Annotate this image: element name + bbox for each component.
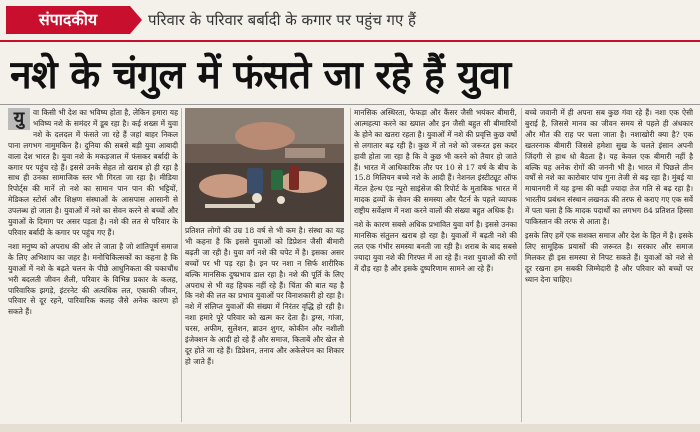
column-4-text: बच्चे जवानी में ही अपना सब कुछ गंवा रहे हैं। नशा एक ऐसी बुराई है, जिससे मानव का जीवन समय से पहले ही अंधकार और मौत की राह पर चला जाता है। नशाखोरी क्या है? एक खतरनाक बीमारी जिससे हमेशा सुख के चलते इंसान अपनी जिंदगी से हाथ धो बैठता है। यह केवल एक बीमारी नहीं है बल्कि यह अनेक रोगों की जननी भी है। भारत में पिछले तीन वर्षों से नशे का कारोबार पांच गुना तेजी से बढ़ रहा है। मुंबई या मायानगरी में यह ड्रग्स की कड़ी ज्यादा तेज गति से बढ़ रहा है। भारतीय प्रबंधन संस्थान लखनऊ की तरफ से कराए गए एक सर्वे में पता चला है कि मादक पदार्थों का लगभग 84 प्रतिशत हिस्सा पाकिस्तान की तरफ से आता है। <box>525 108 693 227</box>
column-3-paragraph-2: नशे के कारण सबसे अधिक प्रभावित युवा वर्ग है। इससे उनका मानसिक संतुलन खराब हो रहा है। युवाओं में बढ़ती नशे की लत एक गंभीर समस्या बनती जा रही है। शराब के बाद सबसे ज्यादा युवा नशे की गिरफ्त में आ रहे हैं। नशा युवाओं की रगों में दौड़ रहा है और इसके दुष्परिणाम सामने आ रहे हैं। <box>354 220 517 273</box>
article-column-3 <box>354 108 517 422</box>
drop-cap: यु <box>8 108 30 130</box>
headline: नशे के चंगुल में फंसते जा रहे हैं युवा <box>10 53 511 98</box>
column-divider <box>350 108 351 422</box>
article-column-1 <box>8 108 178 422</box>
article-column-2 <box>185 226 344 422</box>
article-column-4 <box>525 108 693 422</box>
column-divider <box>181 108 182 422</box>
article-photo <box>185 108 344 222</box>
column-3-text: मानसिक अस्थिरता, फेफड़ा और कैंसर जैसी भयंकर बीमारी, आत्महत्या करने का ख्याल और इन जैसी बहुत सी बीमारियों के होने का खतरा रहता है। युवाओं में नशे की प्रवृत्ति कुछ वर्षों से लगातार बढ़ रही है। कुछ में तो नशे को जरूरत इस कदर हावी होता जा रहा है कि वे कुछ भी करने को तैयार हो जाते हैं। भारत में आधिकारिक तौर पर 10 से 17 वर्ष के बीच के 15.8 मिलियन बच्चे नशे के आदी हैं। नेशनल इंस्टीट्यूट ऑफ मेंटल हेल्थ एंड न्यूरो साइंसेज की रिपोर्ट के मुताबिक भारत में मादक द्रव्यों के सेवन की समस्या और पैटर्न के पहले व्यापक राष्ट्रीय सर्वेक्षण में नशा करने वालों की संख्या बहुत अधिक है। <box>354 108 517 216</box>
kicker-line: परिवार के परिवार बर्बादी के कगार पर पहुंच गए हैं <box>148 11 416 29</box>
column-divider <box>521 108 522 422</box>
page-bottom-edge <box>0 424 700 432</box>
column-2-text: प्रतिशत लोगों की उम्र 18 वर्ष से भी कम है। संस्था का यह भी कहना है कि इससे युवाओं को डिप्रेशन जैसी बीमारी बढ़ती जा रही है। युवा वर्ग नशे की चपेट में है। इसका असर बच्चों पर भी पड़ रहा है। इन पर नशा न सिर्फ शारीरिक बल्कि मानसिक दुष्प्रभाव डाल रहा है। नशे की पूर्ति के लिए अपराध से भी वह हिचक नहीं रहे हैं। चिंता की बात यह है कि नशे की लत का प्रभाव युवाओं पर विनाशकारी हो रहा है। नशे में संलिप्त युवाओं की संख्या में निरंतर वृद्धि हो रही है। नशा हमारे पूरे परिवार को खत्म कर देता है। ड्रग्स, गांजा, चरस, अफीम, सुलेशन, ब्राउन शुगर, कोकीन और नशीली इंजेक्शन के आदी हो रहे हैं और समाज, किताबें और खेल से दूर होते जा रहे हैं। डिप्रेशन, तनाव और अकेलेपन का शिकार हो जाते हैं। <box>185 226 344 366</box>
column-1-text: वा किसी भी देश का भविष्य होता है, लेकिन हमारा यह भविष्य नशे के समंदर में डूब रहा है। कई शख्स में युवा नशे के दलदल में फंसते जा रहे हैं जहां बाहर निकल पाना लगभग नामुमकिन है। दुनिया की सबसे बड़ी युवा आबादी वाला देश भारत है। युवा नशे के मकड़जाल में फंसकर बर्बादी के कगार पर पहुंच रहे हैं। इससे उनके सेहत तो खराब हो ही रहा है साथ ही उनका सामाजिक स्तर भी गिरता जा रहा है। मीडिया रिपोर्ट्स की मानें तो नशे का सामान पान पान की भट्टियों, मेडिकल स्टोर्स और शिक्षण संस्थाओं के आसपास आसानी से उपलब्ध हो जाता है। युवाओं में नशे का सेवन करने से बच्चों और युवाओं के दिमाग पर असर पड़ता है। नशे की लत से परिवार के परिवार बर्बादी के कगार पर पहुंच गए हैं। <box>8 108 178 237</box>
section-header <box>0 0 700 42</box>
column-4-paragraph-2: इसके लिए हमें एक सशक्त समाज और देश के हित में है। इसके लिए सामूहिक प्रयासों की जरूरत है। सरकार और समाज मिलकर ही इस समस्या से निपट सकते हैं। युवाओं को नशे से दूर रखना हम सबकी जिम्मेदारी है और परिवार को बच्चों पर ध्यान देना चाहिए। <box>525 230 693 284</box>
column-1-paragraph-2: नशा मनुष्य को अपराध की ओर ले जाता है जो शांतिपूर्ण समाज के लिए अभिशाप का जहर है। मनोचिकित्सकों का कहना है कि युवाओं में नशे के बढ़ते चलन के पीछे आधुनिकता की चकाचौंध भरी बदलती जीवन शैली, परिवार के विभिन्न प्रकार के कलह, पारिवारिक झगड़े, इंटरनेट की अत्यधिक लत, एकाकी जीवन, परिवार से दूर रहने, पारिवारिक कलह जैसे अनेक कारण हो सकते हैं। <box>8 241 178 317</box>
section-badge: संपादकीय <box>6 6 130 34</box>
headline-rule <box>0 104 700 105</box>
badge-arrow <box>130 6 142 34</box>
